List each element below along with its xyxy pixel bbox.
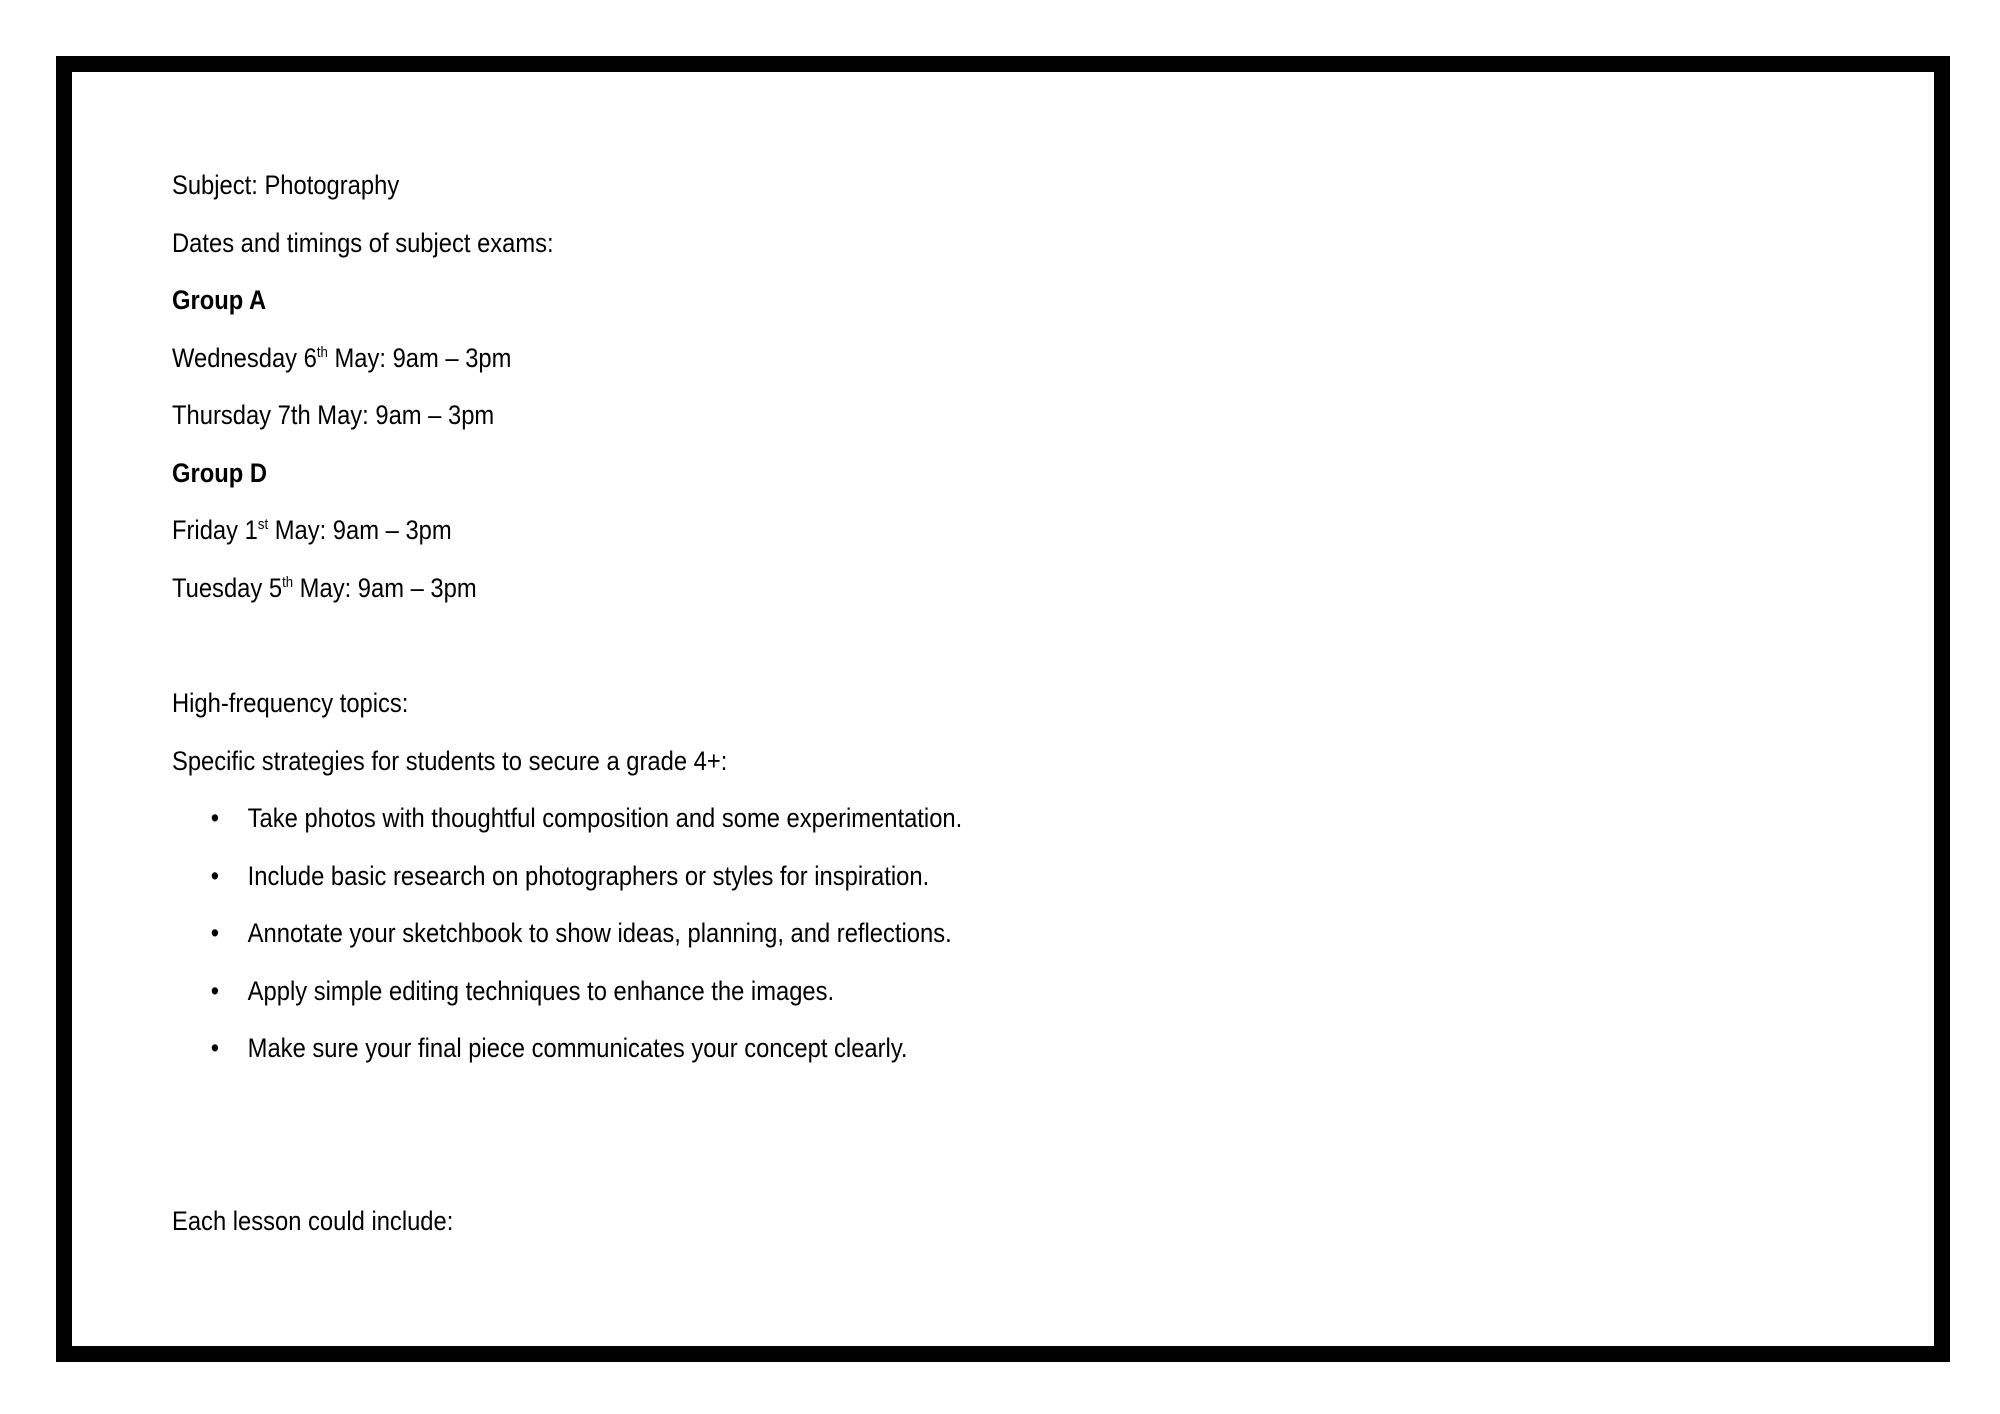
group-a-heading: Group A <box>172 285 267 315</box>
strategies-heading: Specific strategies for students to secure a grade 4+: <box>172 745 728 776</box>
bullet-icon: • <box>210 803 220 833</box>
list-item: • Make sure your final piece communicates your concept clearly. <box>210 1033 908 1063</box>
list-item: • Take photos with thoughtful composition and some experimentation. <box>210 803 963 833</box>
document-body <box>172 170 1772 1263</box>
list-item: • Apply simple editing techniques to enhance the images. <box>210 975 835 1006</box>
group-a-session-2: Thursday 7th May: 9am – 3pm <box>172 400 495 430</box>
subject-line: Subject: Photography <box>172 170 400 200</box>
bullet-icon: • <box>210 1033 220 1063</box>
group-d-session-1: Friday 1st May: 9am – 3pm <box>172 515 452 545</box>
strategies-list <box>172 803 1772 1064</box>
lesson-heading: Each lesson could include: <box>172 1205 454 1236</box>
bullet-icon: • <box>210 975 220 1006</box>
list-item: • Annotate your sketchbook to show ideas, planning, and reflections. <box>210 918 952 948</box>
bullet-icon: • <box>210 918 220 948</box>
dates-heading: Dates and timings of subject exams: <box>172 227 554 258</box>
spacer <box>172 1091 1772 1206</box>
topics-heading: High-frequency topics: <box>172 688 409 718</box>
spacer <box>172 630 1772 688</box>
list-item: • Include basic research on photographers or styles for inspiration. <box>210 860 930 891</box>
group-d-heading: Group D <box>172 457 268 488</box>
bullet-icon: • <box>210 860 220 891</box>
group-a-session-1: Wednesday 6th May: 9am – 3pm <box>172 342 512 373</box>
group-d-session-2: Tuesday 5th May: 9am – 3pm <box>172 572 477 603</box>
